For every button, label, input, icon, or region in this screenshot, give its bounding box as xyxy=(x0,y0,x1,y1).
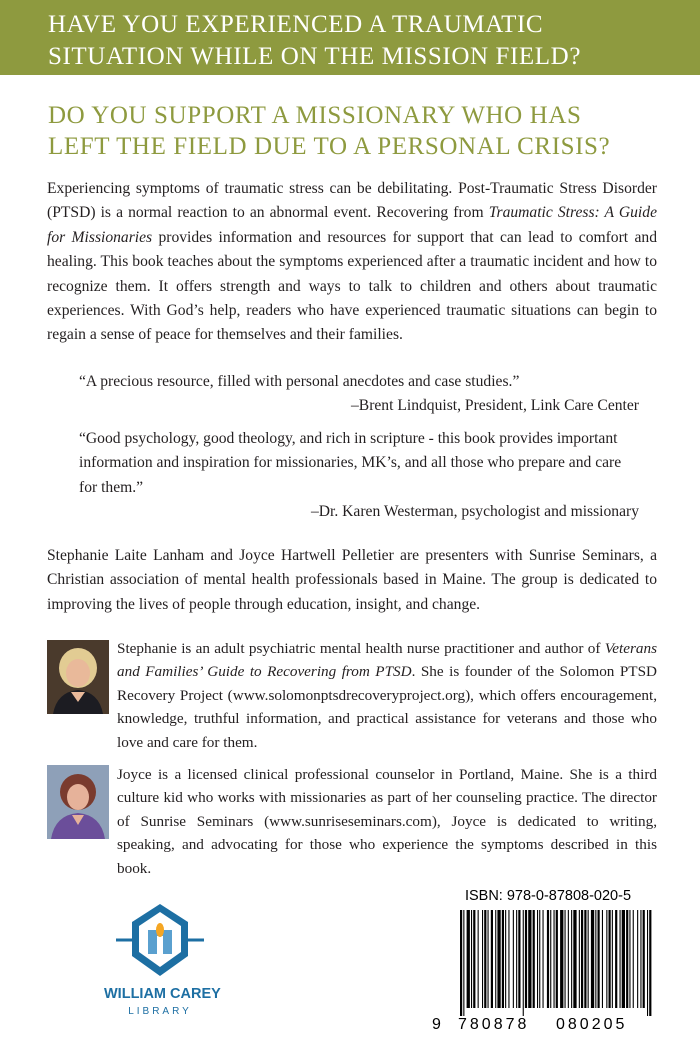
barcode-bar xyxy=(502,910,504,1008)
headline-line-2: SITUATION WHILE ON THE MISSION FIELD? xyxy=(48,43,582,70)
bio-joyce: Joyce is a licensed clinical professional counselor in Portland, Maine. She is a third culture kid who works with missionaries as part of her counseling practice. The director of Sunrise Seminars (www.sunriseseminars.com), Joyce is dedicated to writing, speaking, and advocating for those who experience the symptoms described in this book. xyxy=(117,766,657,877)
barcode-bar xyxy=(556,910,558,1008)
barcode-bar xyxy=(460,910,462,1016)
joyce-photo xyxy=(47,765,109,839)
quote-text: “A precious resource, filled with personal anecdotes and case studies.” xyxy=(79,373,520,390)
portrait-stephanie-icon xyxy=(47,640,109,714)
barcode-bar xyxy=(463,910,464,1016)
barcode-bar xyxy=(523,910,524,1016)
barcode-bar xyxy=(612,910,613,1008)
lamp-logo-icon xyxy=(104,900,216,984)
barcode-bar xyxy=(643,910,645,1008)
barcode-group-2: 080205 xyxy=(556,1016,628,1033)
barcode-bar xyxy=(516,910,517,1008)
barcode-bar xyxy=(539,910,540,1008)
publisher-logo xyxy=(104,900,221,1030)
barcode-bar xyxy=(508,910,509,1008)
barcode-bar xyxy=(626,910,628,1008)
barcode-bar xyxy=(579,910,580,1008)
bio-stephanie xyxy=(117,637,657,754)
barcode-bar xyxy=(629,910,630,1008)
stephanie-photo xyxy=(47,640,109,714)
barcode-bar xyxy=(497,910,500,1008)
bio-stephanie-text-2: . She is founder of the Solomon PTSD Recovery Project (www.solomonptsdrecoveryproject.org), which offers encouragement, knowledge, truthful information, and practical assistance for veterans and those who love and care for them. xyxy=(117,663,657,751)
intro-text-2: provides information and resources for support that can lead to comfort and healing. This book teaches about the symptoms experienced after a traumatic incident and how to recognize them. It offers strength and ways to talk to children and others about traumatic experiences. With God’s help, readers who have experienced traumatic situations can begin to regain a sense of peace for themselves and their families. xyxy=(47,228,657,344)
barcode-bar xyxy=(560,910,563,1008)
barcode-bar xyxy=(609,910,611,1008)
barcode-bar xyxy=(518,910,520,1008)
authors-intro-paragraph: Stephanie Laite Lanham and Joyce Hartwell Pelletier are presenters with Sunrise Seminars, a Christian association of mental health professionals based in Maine. The group is dedicated to improving the lives of people through education, insight, and change. xyxy=(47,547,657,613)
barcode-bar xyxy=(482,910,483,1008)
barcode-bar xyxy=(471,910,472,1008)
barcode-bar xyxy=(615,910,617,1008)
portrait-joyce-icon xyxy=(47,765,109,839)
barcode-bar xyxy=(622,910,625,1008)
intro-text-1: Experiencing symptoms of traumatic stress can be debilitating. Post-Traumatic Stress Disorder (PTSD) is a normal reaction to an abnormal event. Recovering from xyxy=(47,180,657,222)
barcode-bar xyxy=(525,910,527,1008)
barcode-bar xyxy=(565,910,566,1008)
subheadline-line-1: DO YOU SUPPORT A MISSIONARY WHO HAS xyxy=(48,102,582,129)
barcode-bar xyxy=(484,910,486,1008)
barcode-bar xyxy=(568,910,569,1008)
barcode-bar xyxy=(571,910,572,1008)
barcode-bar xyxy=(478,910,479,1008)
barcode-bar xyxy=(543,910,544,1008)
barcode-bar xyxy=(573,910,576,1008)
barcode-bar xyxy=(620,910,621,1008)
barcode-bar xyxy=(602,910,603,1008)
barcode-bar xyxy=(537,910,538,1008)
barcode-bar xyxy=(505,910,506,1008)
barcode-bar xyxy=(633,910,634,1008)
barcode-lead-digit: 9 xyxy=(432,1016,441,1033)
quote-attribution: –Brent Lindquist, President, Link Care Center xyxy=(351,397,639,415)
barcode-bar xyxy=(647,910,648,1016)
barcode-group-1: 780878 xyxy=(458,1016,530,1033)
barcode-bar xyxy=(606,910,607,1008)
bio-stephanie-text-1: Stephanie is an adult psychiatric mental health nurse practitioner and author of xyxy=(117,640,605,657)
barcode-bar xyxy=(598,910,600,1008)
barcode-bar xyxy=(640,910,641,1008)
barcode-bar xyxy=(513,910,514,1008)
barcode-bar xyxy=(637,910,638,1008)
barcode-bar xyxy=(488,910,489,1008)
quote-attribution: –Dr. Karen Westerman, psychologist and missionary xyxy=(310,503,639,521)
barcode-bar xyxy=(495,910,496,1008)
headline-line-1: HAVE YOU EXPERIENCED A TRAUMATIC xyxy=(48,11,544,38)
endorsement-quote-2 xyxy=(79,427,639,525)
publisher-name: WILLIAM CAREY xyxy=(104,986,221,1002)
barcode-bar xyxy=(581,910,583,1008)
barcode-bar xyxy=(467,910,470,1008)
quote-text: “Good psychology, good theology, and rich in scripture - this book provides important information and inspiration for missionaries, MK’s, and all those who prepare and care for them.” xyxy=(79,430,622,496)
barcode-bar xyxy=(550,910,551,1008)
barcode-bar xyxy=(595,910,596,1008)
barcode-bar xyxy=(591,910,594,1008)
barcode-icon xyxy=(446,910,656,1018)
intro-paragraph xyxy=(47,177,657,348)
barcode-bar xyxy=(473,910,475,1008)
publisher-subname: LIBRARY xyxy=(128,1006,192,1017)
barcode-bar xyxy=(528,910,531,1008)
barcode-bar xyxy=(584,910,586,1008)
headline-banner xyxy=(0,0,700,75)
barcode-bar xyxy=(491,910,493,1008)
barcode-area xyxy=(432,888,664,1036)
barcode-bar xyxy=(554,910,555,1008)
isbn-label: ISBN: 978-0-87808-020-5 xyxy=(464,888,632,904)
subheadline-line-2: LEFT THE FIELD DUE TO A PERSONAL CRISIS? xyxy=(48,133,611,160)
stephanie-book-title: Veterans and Families’ Guide to Recovering from PTSD xyxy=(117,640,657,681)
barcode-bar xyxy=(649,910,651,1016)
barcode-bar xyxy=(533,910,535,1008)
barcode-bar xyxy=(547,910,549,1008)
endorsement-quote-1 xyxy=(79,370,639,419)
barcode-bar xyxy=(588,910,589,1008)
book-title: Traumatic Stress: A Guide for Missionaries xyxy=(47,204,657,246)
